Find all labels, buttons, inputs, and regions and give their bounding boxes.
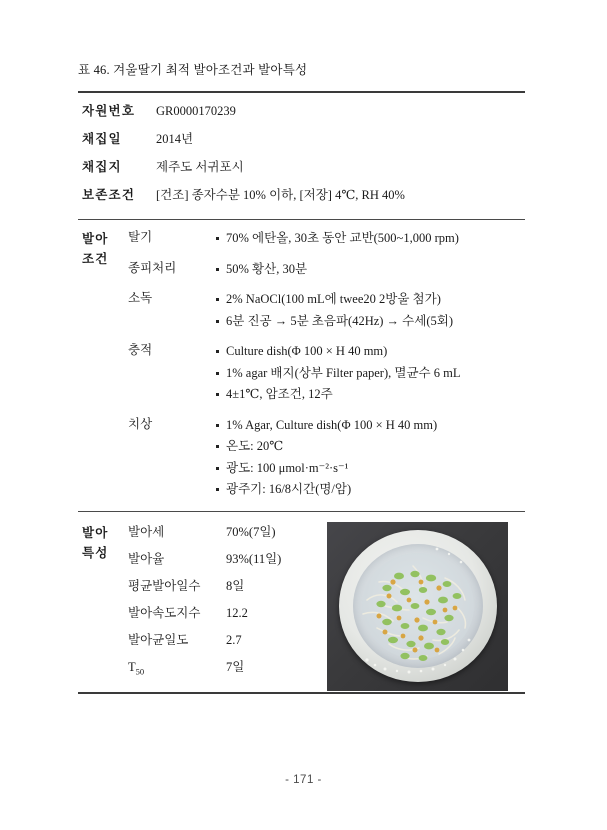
bullet-item: 1% Agar, Culture dish(Φ 100 × H 40 mm) xyxy=(216,415,525,437)
petri-dish-photo xyxy=(327,522,508,691)
condition-label-sterilization: 소독 xyxy=(128,291,153,305)
table-caption: 표 46. 겨울딸기 최적 발아조건과 발아특성 xyxy=(78,63,308,77)
table-row xyxy=(78,576,326,603)
t50-subscript: 50 xyxy=(135,666,145,676)
characteristic-value-germination-uniformity: 2.7 xyxy=(226,632,242,647)
characteristic-label-mean-germination-days: 평균발아일수 xyxy=(128,578,201,593)
row-label-collection-site: 채집지 xyxy=(82,160,122,174)
table-row xyxy=(78,630,326,657)
page-number: - 171 - xyxy=(285,774,322,786)
table-row xyxy=(78,157,525,185)
row-label-storage-condition: 보존조건 xyxy=(82,188,136,202)
condition-items-degassing xyxy=(216,228,525,250)
section-header-line-1: 발아 xyxy=(82,232,109,246)
row-label-collection-date: 채집일 xyxy=(82,132,122,146)
characteristic-value-germination-energy: 70%(7일) xyxy=(226,524,276,539)
table-row xyxy=(78,603,326,630)
section-header-line-2: 조건 xyxy=(82,252,109,267)
bullet-item: 광주기: 16/8시간(명/암) xyxy=(216,479,525,501)
germination-characteristics-section xyxy=(78,511,525,692)
photo-background xyxy=(327,522,508,691)
resource-info-section xyxy=(78,93,525,219)
characteristic-value-mean-germination-days: 8일 xyxy=(226,578,245,593)
table-row xyxy=(78,101,525,129)
condition-items-sowing xyxy=(216,415,525,501)
condition-items-seedcoat-treatment xyxy=(216,259,525,281)
table-row xyxy=(78,129,525,157)
characteristic-value-germination-rate: 93%(11일) xyxy=(226,551,282,566)
table-row xyxy=(78,657,326,684)
table-row xyxy=(78,185,525,213)
row-value-collection-site: 제주도 서귀포시 xyxy=(156,160,244,174)
row-value-storage-condition: [건조] 종자수분 10% 이하, [저장] 4℃, RH 40% xyxy=(156,188,405,202)
section-header-germination-conditions xyxy=(82,229,128,270)
bullet-item: 4±1℃, 암조건, 12주 xyxy=(216,384,525,406)
bullet-item: 광도: 100 μmol·m⁻²·s⁻¹ xyxy=(216,458,525,480)
bullet-item: 50% 황산, 30분 xyxy=(216,259,525,281)
condition-items-stratification xyxy=(216,341,525,406)
condition-label-sowing: 치상 xyxy=(128,416,153,431)
t50-base: T xyxy=(128,659,136,674)
table-row xyxy=(78,228,525,250)
bullet-item: 6분 진공 → 5분 초음파(42Hz) → 수세(5회) xyxy=(216,311,525,333)
table-row xyxy=(78,415,525,501)
section-header-germination-characteristics xyxy=(82,523,128,564)
condition-label-degassing: 탈기 xyxy=(128,230,153,244)
characteristic-label-germination-energy: 발아세 xyxy=(128,524,165,539)
table-row xyxy=(78,341,525,406)
bullet-item: 70% 에탄올, 30초 동안 교반(500~1,000 rpm) xyxy=(216,228,525,250)
characteristic-label-germination-speed-index: 발아속도지수 xyxy=(128,605,201,620)
condition-label-seedcoat-treatment: 종피처리 xyxy=(128,260,177,275)
bullet-item: 1% agar 배지(상부 Filter paper), 멸균수 6 mL xyxy=(216,363,525,385)
characteristic-value-t50: 7일 xyxy=(226,659,245,674)
section-header-line-2: 특성 xyxy=(82,545,109,560)
section-header-line-1: 발아 xyxy=(82,525,109,540)
seedlings-overlay xyxy=(327,522,508,691)
condition-items-sterilization xyxy=(216,289,525,332)
condition-label-stratification: 충적 xyxy=(128,343,153,357)
row-value-collection-date: 2014년 xyxy=(156,132,194,146)
bullet-item: 2% NaOCl(100 mL에 twee20 2방울 첨가) xyxy=(216,289,525,311)
characteristic-label-germination-uniformity: 발아균일도 xyxy=(128,632,189,647)
bullet-item: Culture dish(Φ 100 × H 40 mm) xyxy=(216,341,525,363)
bullet-item: 온도: 20℃ xyxy=(216,436,525,458)
germination-conditions-section xyxy=(78,219,525,511)
row-label-resource-number: 자원번호 xyxy=(82,104,136,118)
table-row xyxy=(78,289,525,332)
characteristic-label-germination-rate: 발아율 xyxy=(128,551,165,566)
row-value-resource-number: GR0000170239 xyxy=(156,104,236,118)
table-row xyxy=(78,259,525,281)
germination-table xyxy=(78,91,525,694)
characteristic-value-germination-speed-index: 12.2 xyxy=(226,605,248,620)
characteristic-label-t50 xyxy=(128,660,226,677)
